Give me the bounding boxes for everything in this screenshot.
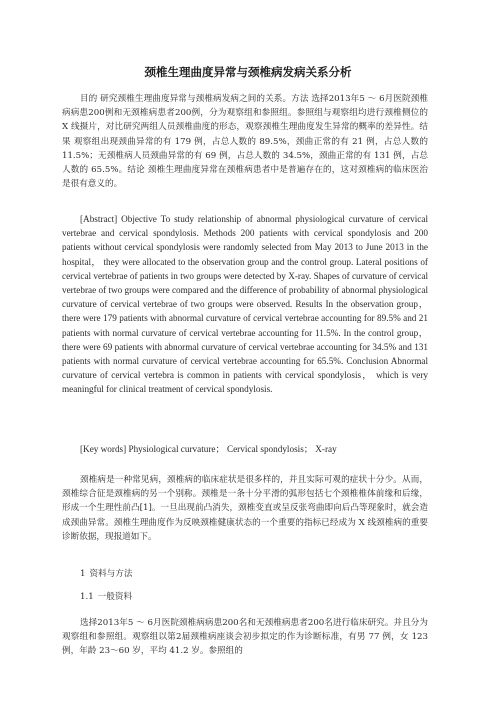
introduction-paragraph: 颈椎病是一种常见病，颈椎病的临床症状是很多样的，并且实际可观的症状十分少。从而，颈椎综合征是颈椎病的另一个别称。颈椎是一条十分平滑的弧形包括七个颈椎椎体前缘和后缘，形成一个生理性前凸[1]。一旦出现前凸消失，颈椎变直或呈反张弯曲即向后凸等现象时，就会造成颈曲异常。颈椎生理曲度作为反映颈椎健康状态的一个重要的指标已经成为 X 线颈椎病的重要诊断依据，现报道如下。 (62, 475, 428, 542)
general-data-paragraph: 选择2013年5 ～ 6月医院颈椎病病患200名和无颈椎病患者200名进行临床研究。并且分为观察组和参照组。观察组以第2届颈椎病座谈会初步拟定的作为诊断标准，有男 77 例，女 123 例，年龄 23～60 岁，平均 41.2 岁。参照组的 (62, 618, 428, 657)
keywords: [Key words] Physiological curvature； Cervical spondylosis； X-ray (80, 444, 337, 454)
section-number: 1.1 (80, 592, 94, 602)
chinese-abstract: 目的 研究颈椎生理曲度异常与颈椎病发病之间的关系。方法 选择2013年5 ～ 6月医院颈椎病病患200例和无颈椎病患者200例，分为观察组和参照组。参照组与观察组均进行颈椎侧位的 X 线摄片，对比研究两组人员颈椎曲度的形态，观察颈椎生理曲度发生异常的概率的差异性。结果 观察组出现颈曲异常的有 179 例，占总人数的 89.5%，颈曲正常的有 21 例，占总人数的 11.5%；无颈椎病人员颈曲异常的有 69 例，占总人数的 34.5%，颈曲正常的有 131 例，占总人数的 65.5%。结论 颈椎生理曲度异常在颈椎病患者中是普遍存在的，这对颈椎病的临床医治是很有意义的。 (62, 94, 428, 190)
section-heading-1-1 (80, 590, 446, 604)
paper-title: 颈椎生理曲度异常与颈椎病发病关系分析 (144, 65, 352, 79)
section-label: 一般资料 (97, 592, 133, 602)
section-heading-1 (80, 567, 446, 581)
section-label: 资料与方法 (89, 569, 133, 579)
english-abstract: [Abstract] Objective To study relationship of abnormal physiological curvature of cervical vertebrae and cervical spondylosis. Methods 200 patients with cervical spondylosis and 200 patients without cervical spondylosis were randomly selected from May 2013 to June 2013 in the hospital， they were allocated to the observation group and the control group. Lateral positions of cervical vertebrae of patients in two groups were detected by X-ray. Shapes of curvature of cervical vertebrae of two groups were compared and the difference of probability of abnormal physiological curvature of cervical vertebrae of two groups were observed. Results In the observation group， there were 179 patients with abnormal curvature of cervical vertebrae accounting for 89.5% and 21 patients with normal curvature of cervical vertebrae accounting for 11.5%. In the control group， there were 69 patients with abnormal curvature of cervical vertebrae accounting for 34.5% and 131 patients with normal curvature of cervical vertebrae accounting for 65.5%. Conclusion Abnormal curvature of cervical vertebra is common in patients with cervical spondylosis， which is very meaningful for clinical treatment of cervical spondylosis. (62, 214, 428, 395)
section-number: 1 (80, 569, 86, 579)
